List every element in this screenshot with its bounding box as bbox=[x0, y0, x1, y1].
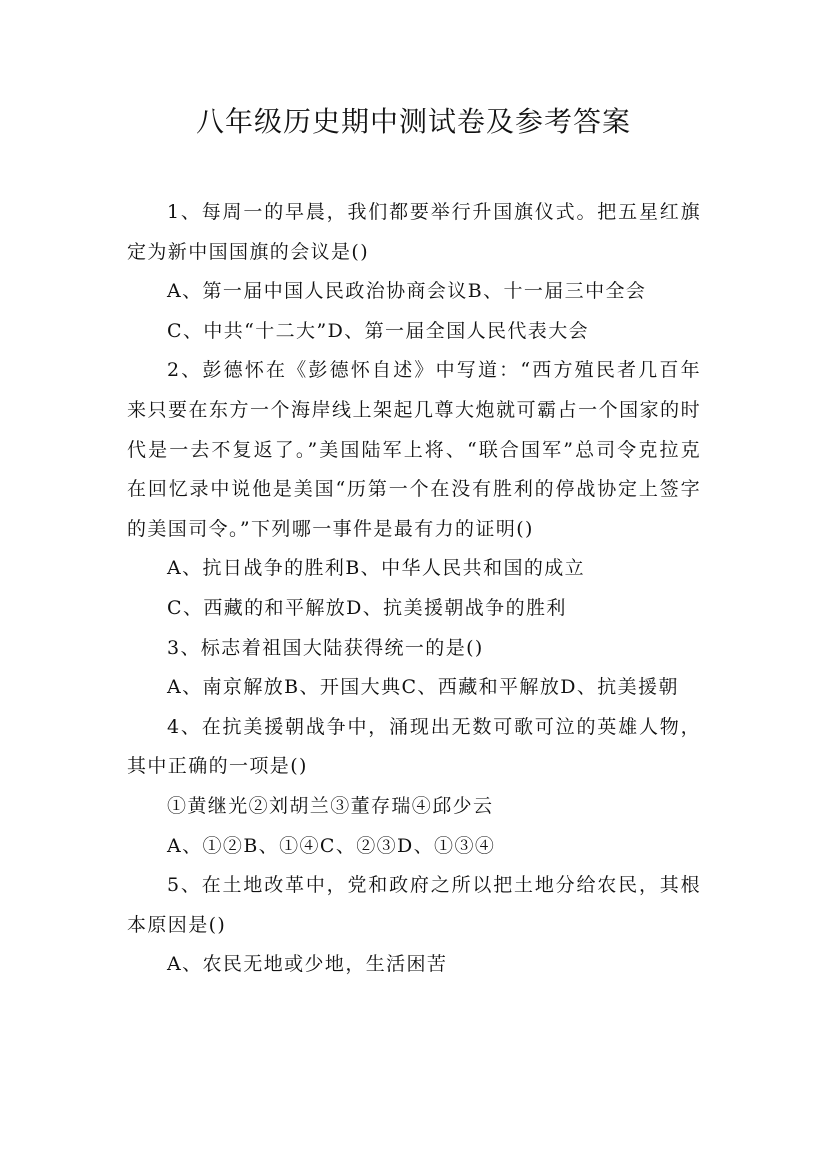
question-2-options-ab: A、抗日战争的胜利B、中华人民共和国的成立 bbox=[167, 557, 586, 580]
question-5-option-a: A、农民无地或少地，生活困苦 bbox=[167, 953, 448, 976]
question-3-stem: 3、标志着祖国大陆获得统一的是() bbox=[167, 636, 484, 659]
question-2-stem: 2、彭德怀在《彭德怀自述》中写道：“西方殖民者几百年来只要在东方一个海岸线上架起几尊大炮就可霸占一个国家的时代是一去不复返了。”美国陆军上将、“联合国军”总司令克拉克在回忆录中说他是美国“历第一个在没有胜利的停战协定上签字的美国司令。”下列哪一事件是最有力的证明() bbox=[127, 359, 701, 540]
question-3-options: A、南京解放B、开国大典C、西藏和平解放D、抗美援朝 bbox=[167, 676, 679, 699]
question-1-options-ab: A、第一届中国人民政治协商会议B、十一届三中全会 bbox=[167, 280, 647, 303]
question-4-options: A、①②B、①④C、②③D、①③④ bbox=[167, 834, 496, 857]
question-1-options-cd: C、中共“十二大”D、第一届全国人民代表大会 bbox=[167, 319, 589, 342]
question-1-stem: 1、每周一的早晨，我们都要举行升国旗仪式。把五星红旗定为新中国国旗的会议是() bbox=[127, 201, 701, 263]
question-4-items: ①黄继光②刘胡兰③董存瑞④邱少云 bbox=[167, 794, 494, 817]
question-4-stem: 4、在抗美援朝战争中，涌现出无数可歌可泣的英雄人物，其中正确的一项是() bbox=[127, 715, 701, 778]
document-body bbox=[127, 193, 701, 985]
question-2-options-cd: C、西藏的和平解放D、抗美援朝战争的胜利 bbox=[167, 596, 567, 619]
document-title: 八年级历史期中测试卷及参考答案 bbox=[195, 105, 631, 138]
question-5-stem: 5、在土地改革中，党和政府之所以把土地分给农民，其根本原因是() bbox=[127, 874, 701, 936]
